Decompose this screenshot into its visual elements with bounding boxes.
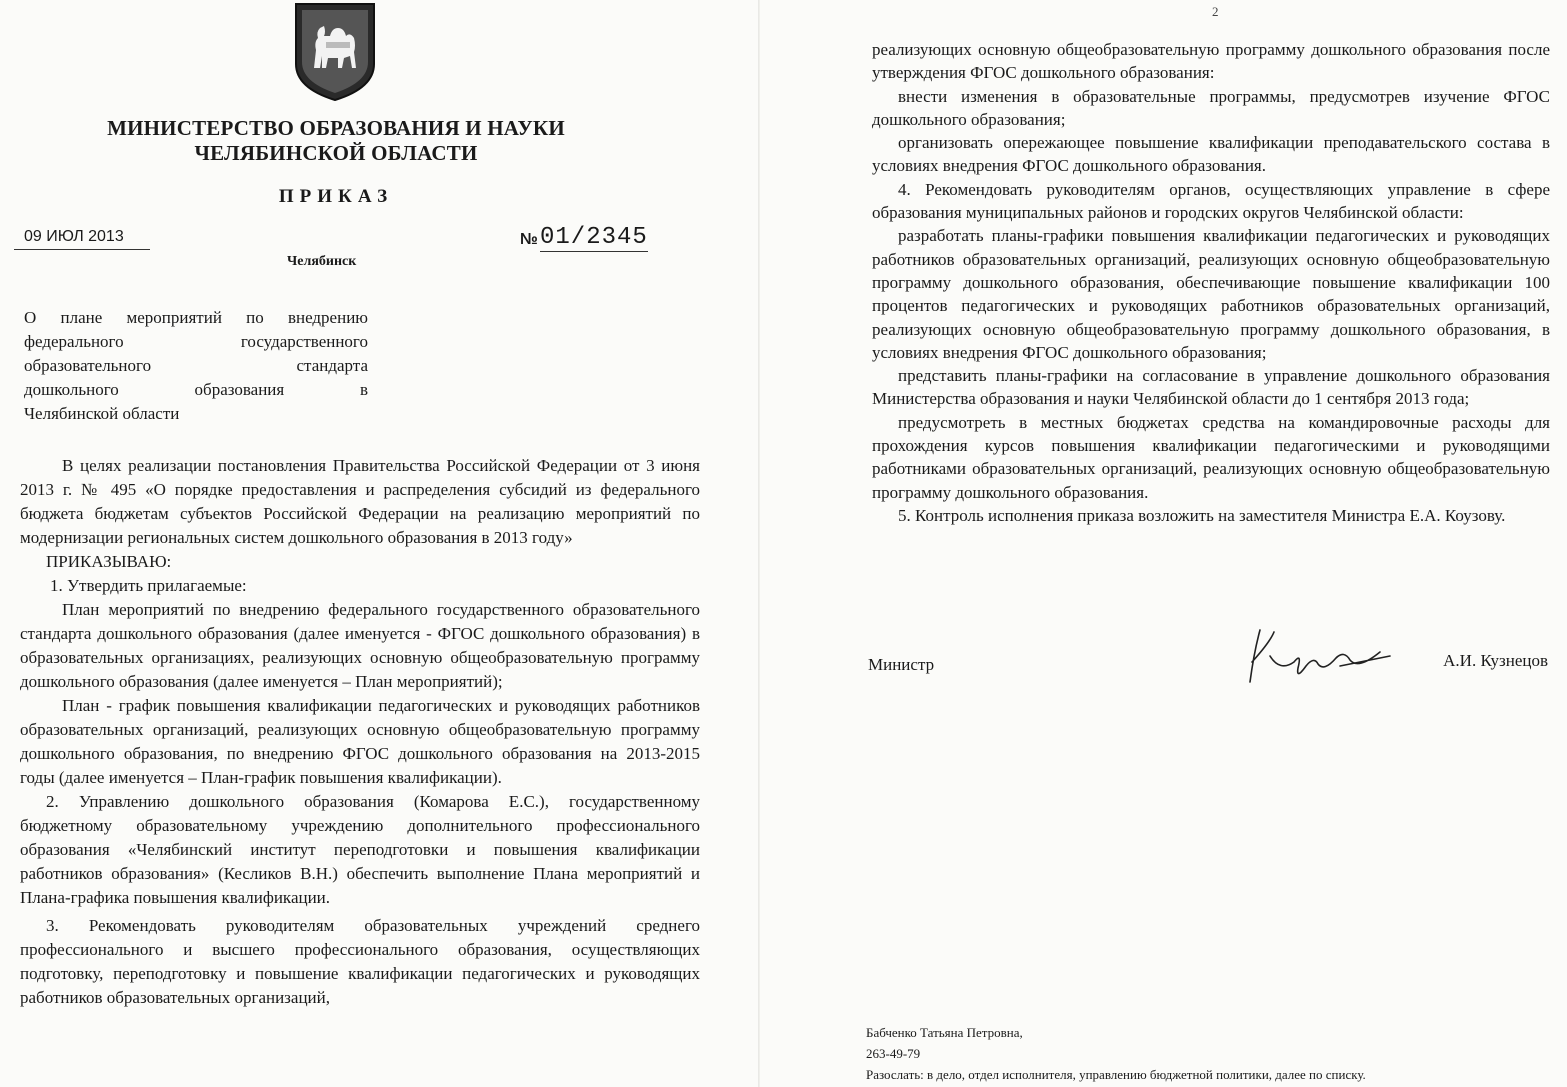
signatory-title: Министр	[868, 655, 935, 674]
executor-phone: 263-49-79	[866, 1046, 921, 1061]
item-5-paragraph: 5. Контроль исполнения приказа возложить на заместителя Министра Е.А. Коузову.	[898, 505, 1506, 525]
item-4-c-paragraph: предусмотреть в местных бюджетах средства на командировочные расходы для прохождения курсов повышения квалификации педагогическими и руководящими работниками образовательных организаций, реализующих основную общеобразовательную программу дошкольного образования.	[872, 412, 1550, 502]
item-4-a-paragraph: разработать планы-графики повышения квалификации педагогических и руководящих работников образовательных организаций, реализующих основную общеобразовательную программу дошкольного образования, обеспечивающие повышение квалификации 100 процентов педагогических и руководящих работников образовательных организаций, реализующих основную общеобразовательную программу дошкольного образования, в условиях внедрения ФГОС дошкольного образования;	[872, 226, 1550, 362]
item-1-heading: 1. Утвердить прилагаемые:	[50, 576, 247, 595]
item-3-b-paragraph: организовать опережающее повышение квалификации преподавательского состава в условиях внедрения ФГОС дошкольного образования.	[872, 133, 1550, 176]
preamble-paragraph: В целях реализации постановления Правительства Российской Федерации от 3 июня 2013 г. № 495 «О порядке предоставления и распределения субсидий из федерального бюджета бюджетам субъектов Российской Федерации на реализацию мероприятий по модернизации региональных систем дошкольного образования в 2013 году»	[20, 456, 700, 547]
order-body-left	[20, 454, 700, 1010]
ministry-title	[60, 116, 612, 166]
document-date: 09 ИЮЛ 2013	[14, 228, 150, 250]
subject-line: О плане мероприятий по внедрению	[24, 308, 368, 327]
ministry-title-line: МИНИСТЕРСТВО ОБРАЗОВАНИЯ И НАУКИ	[107, 116, 565, 140]
item-3-paragraph: 3. Рекомендовать руководителям образовательных учреждений среднего профессионального и высшего профессионального образования, осуществляющих подготовку, переподготовку и повышение квалификации педагогических и руководящих работников образовательных организаций,	[20, 916, 700, 1007]
document-page-2	[760, 0, 1567, 1087]
executor-name: Бабченко Татьяна Петровна,	[866, 1025, 1023, 1040]
subject-line: Челябинской области	[24, 404, 180, 423]
subject-line: образовательного стандарта	[24, 356, 368, 375]
coat-of-arms-icon	[292, 2, 378, 102]
ministry-title-line: ЧЕЛЯБИНСКОЙ ОБЛАСТИ	[194, 141, 478, 165]
subject-line: дошкольного образования в	[24, 380, 368, 399]
order-word: ПРИКАЗЫВАЮ:	[46, 552, 172, 571]
page-number: 2	[1212, 4, 1219, 19]
item-1-plan-paragraph: План мероприятий по внедрению федерального государственного образовательного стандарта дошкольного образования (далее именуется - ФГОС дошкольного образования) в образовательных организациях, реализующих основную общеобразовательную программу дошкольного образования (далее именуется – План мероприятий);	[20, 600, 700, 691]
executor-footer	[866, 1022, 1566, 1085]
item-3-a-paragraph: внести изменения в образовательные программы, предусмотрев изучение ФГОС дошкольного образования;	[872, 86, 1550, 129]
signatory-name: А.И. Кузнецов	[1443, 651, 1548, 670]
item-4-b-paragraph: представить планы-графики на согласование в управление дошкольного образования Министерства образования и науки Челябинской области до 1 сентября 2013 года;	[872, 366, 1550, 409]
item-4-paragraph: 4. Рекомендовать руководителям органов, осуществляющих управление в сфере образования муниципальных районов и городских округов Челябинской области:	[872, 179, 1550, 223]
continuation-paragraph: реализующих основную общеобразовательную программу дошкольного образования после утверждения ФГОС дошкольного образования:	[872, 40, 1550, 83]
signature-block	[868, 651, 1548, 691]
order-body-right	[872, 38, 1550, 527]
document-type: ПРИКАЗ	[278, 186, 394, 207]
city-name: Челябинск	[287, 254, 357, 269]
number-label: №	[520, 231, 538, 248]
subject-line: федерального государственного	[24, 332, 368, 351]
item-2-paragraph: 2. Управлению дошкольного образования (Комарова Е.С.), государственному бюджетному образовательному учреждению дополнительного профессионального образования «Челябинский институт переподготовки и повышения квалификации работников образования» (Кесликов В.Н.) обеспечить выполнение Плана мероприятий и Плана-графика повышения квалификации.	[20, 792, 700, 907]
document-page-1	[0, 0, 760, 1087]
item-1-schedule-paragraph: План - график повышения квалификации педагогических и руководящих работников образовательных организаций, реализующих основную общеобразовательную программу дошкольного образования, по внедрению ФГОС дошкольного образования на 2013-2015 годы (далее именуется – План-график повышения квалификации).	[20, 696, 700, 787]
document-number: 01/2345	[540, 224, 648, 251]
order-subject	[24, 306, 368, 426]
distribution-list: Разослать: в дело, отдел исполнителя, управлению бюджетной политики, далее по списку.	[866, 1067, 1366, 1082]
